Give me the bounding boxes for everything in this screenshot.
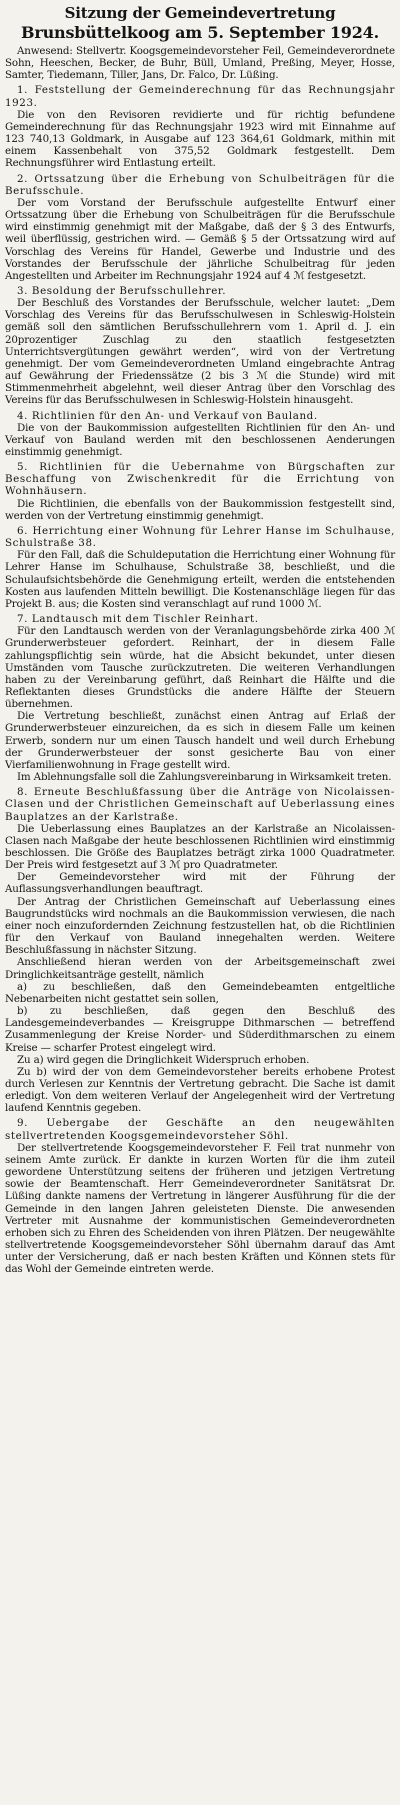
section-paragraph: Zu a) wird gegen die Dringlichkeit Widerspruch erhoben. bbox=[17, 1053, 310, 1066]
attendance-list: Anwesend: Stellvertr. Koogsgemeindevorsteher Feil, Gemeindeverordnete Sohn, Heeschen, Becker, de Buhr, Büll, Umland, Preßing, Meyer, Hosse, Samter, Tiedemann, Tiller, Jans, Dr. Falco, Dr. Lüßing. bbox=[5, 45, 395, 82]
section-paragraph: Die von der Baukommission aufgestellten Richtlinien für den An- und Verkauf von Bauland werden mit den beschlossenen Aenderungen einstimmig genehmigt. bbox=[5, 421, 395, 458]
section-heading: 1. Feststellung der Gemeinderechnung für das Rechnungsjahr 1923. bbox=[5, 84, 395, 109]
headline-line-2: Brunsbüttelkoog am 5. September 1924. bbox=[21, 23, 379, 42]
section-paragraph: Die Richtlinien, die ebenfalls von der Baukommission festgestellt sind, werden von der Vertretung einstimmig genehmigt. bbox=[5, 497, 395, 522]
article-body bbox=[5, 45, 395, 1275]
section-paragraph: Für den Fall, daß die Schuldeputation die Herrichtung einer Wohnung für Lehrer Hanse im Schulhause, Schulstraße 38, beschließt, und die Schulaufsichtsbehörde die Genehmigung erteilt, werden die entstehenden Kosten aus laufenden Mitteln bewilligt. Die Kostenanschläge liegen für das Projekt B. aus; die Kosten sind veranschlagt auf rund 1000 ℳ. bbox=[5, 549, 395, 610]
section-paragraph: Zu b) wird der von dem Gemeindevorsteher bereits erhobene Protest durch Verlesen zur Kenntnis der Vertretung gebracht. Die Sache ist damit erledigt. Von dem weiteren Verlauf der Angelegenheit wird der Vertretung laufend Kenntnis gegeben. bbox=[5, 1065, 395, 1115]
section-paragraph: Die Ueberlassung eines Bauplatzes an der Karlstraße an Nicolaissen-Clasen nach Maßgabe der heute beschlossenen Richtlinien wird einstimmig beschlossen. Die Größe des Bauplatzes beträgt zirka 1000 Quadratmeter. Der Preis wird festgesetzt auf 3 ℳ pro Quadratmeter. bbox=[5, 822, 395, 872]
section-heading: 6. Herrichtung einer Wohnung für Lehrer Hanse im Schulhause, Schulstraße 38. bbox=[5, 524, 395, 550]
section-paragraph: Der Gemeindevorsteher wird mit der Führung der Auflassungsverhandlungen beauftragt. bbox=[5, 871, 395, 896]
section-paragraph: Im Ablehnungsfalle soll die Zahlungsvereinbarung in Wirksamkeit treten. bbox=[17, 771, 392, 784]
section-paragraph: b) zu beschließen, daß gegen den Beschluß des Landesgemeindeverbandes — Kreisgruppe Dithmarschen — betreffend Zusammenlegung der Kreise Norder- und Süderdithmarschen zu einem Kreise — scharfer Protest eingelegt wird. bbox=[5, 1005, 395, 1054]
section-paragraph: Der stellvertretende Koogsgemeindevorsteher F. Feil trat nunmehr von seinem Amte zurück. Er dankte in kurzen Worten für die ihm zuteil gewordene Unterstützung seitens der früheren und jetzigen Vertretung sowie der Beamtenschaft. Herr Gemeindeverordneter Sanitätsrat Dr. Lüßing dankte namens der Vertretung in längerer Ausführung für die der Gemeinde in den langen Jahren geleisteten Dienste. Die anwesenden Vertreter mit Ausnahme der kommunistischen Gemeindeverordneten erhoben sich zu Ehren des Scheidenden von ihren Plätzen. Der neugewählte stellvertretende Koogsgemeindevorsteher Söhl übernahm darauf das Amt unter der Versicherung, daß er nach besten Kräften und Können stets für das Wohl der Gemeinde eintreten werde. bbox=[5, 1141, 395, 1276]
section-paragraph: Der Beschluß des Vorstandes der Berufsschule, welcher lautet: „Dem Vorschlag des Vereins für das Berufsschulwesen in Schleswig-Holstein gemäß soll den sämtlichen Berufsschullehrern vom 1. April d. J. ein 20prozentiger Zuschlag zu den staatlich festgesetzten Unterrichtsvergütungen gewährt werden“, wird von der Vertretung genehmigt. Der vom Gemeindeverordneten Umland eingebrachte Antrag auf Gewährung der Friedenssätze (2 bis 3 ℳ die Stunde) wird mit Stimmenmehrheit abgelehnt, weil dieser Antrag über den Vorschlag des Vereins für das Berufsschulwesen in Schleswig-Holstein hinausgeht. bbox=[5, 297, 395, 407]
section-paragraph: Der vom Vorstand der Berufsschule aufgestellte Entwurf einer Ortssatzung über die Erhebung von Schulbeiträgen für die Berufsschule wird einstimmig genehmigt mit der Maßgabe, daß der § 3 des Entwurfs, weil überflüssig, gestrichen wird. — Gemäß § 5 der Ortssatzung wird auf Vorschlag des Vereins für Handel, Gewerbe und Industrie und des Vorstandes der Berufsschule der jährliche Schulbeitrag für jeden Angestellten und Arbeiter im Rechnungsjahr 1924 auf 4 ℳ festgesetzt. bbox=[5, 196, 395, 282]
section-paragraph: Die Vertretung beschließt, zunächst einen Antrag auf Erlaß der Grunderwerbsteuer einzureichen, da es sich in diesem Falle um keinen Erwerb, sondern nur um einen Tausch handelt und weil durch Erhebung der Grunderwerbsteuer der sonst gesicherte Bau von einer Vierfamilienwohnung in Frage gestellt wird. bbox=[5, 710, 395, 771]
section-heading: 2. Ortssatzung über die Erhebung von Schulbeiträgen für die Berufsschule. bbox=[5, 172, 395, 197]
headline-line-1: Sitzung der Gemeindevertretung bbox=[64, 4, 336, 22]
section-paragraph: Der Antrag der Christlichen Gemeinschaft auf Ueberlassung eines Baugrundstücks wird nochmals an die Baukommission verwiesen, die nach einer noch einzufordernden Zeichnung festzustellen hat, ob die Richtlinien für den Verkauf von Bauland innegehalten werden. Weitere Beschlußfassung in nächster Sitzung. bbox=[5, 895, 395, 957]
section-heading: 5. Richtlinien für die Uebernahme von Bürgschaften zur Beschaffung von Zwischenkredit für die Errichtung von Wohnhäusern. bbox=[5, 461, 395, 498]
section-heading: 3. Besoldung der Berufsschullehrer. bbox=[17, 284, 227, 297]
section-paragraph: a) zu beschließen, daß den Gemeindebeamten entgeltliche Nebenarbeiten nicht gestattet sein sollen, bbox=[5, 980, 395, 1005]
section-paragraph: Für den Landtausch werden von der Veranlagungsbehörde zirka 400 ℳ Grunderwerbsteuer gefordert. Reinhart, der in diesem Falle zahlungspflichtig sein würde, hat die Absicht bekundet, unter diesen Umständen vom Tausche zurückzutreten. Die weiteren Verhandlungen haben zu der Vereinbarung geführt, daß Reinhart die Hälfte und die Reflektanten dieses Grundstücks die andere Hälfte der Steuern übernehmen. bbox=[5, 625, 395, 711]
section-paragraph: Die von den Revisoren revidierte und für richtig befundene Gemeinderechnung für das Rechnungsjahr 1923 wird mit Einnahme auf 123 740,13 Goldmark, in Ausgabe auf 123 364,61 Goldmark, mithin mit einem Kassenbehalt von 375,52 Goldmark festgestellt. Dem Rechnungsführer wird Entlastung erteilt. bbox=[5, 108, 395, 170]
section-heading: 9. Uebergabe der Geschäfte an den neugewählten stellvertretenden Koogsgemeindevorsteher Söhl. bbox=[5, 1117, 395, 1142]
section-paragraph: Anschließend hieran werden von der Arbeitsgemeinschaft zwei Dringlichkeitsanträge gestellt, nämlich bbox=[5, 956, 395, 981]
article-headline bbox=[5, 4, 395, 42]
section-heading: 8. Erneute Beschlußfassung über die Anträge von Nicolaissen-Clasen und der Christlichen Gemeinschaft auf Ueberlassung eines Bauplatzes an der Karlstraße. bbox=[5, 786, 395, 823]
section-heading: 7. Landtausch mit dem Tischler Reinhart. bbox=[17, 613, 259, 626]
section-heading: 4. Richtlinien für den An- und Verkauf von Bauland. bbox=[17, 409, 318, 422]
